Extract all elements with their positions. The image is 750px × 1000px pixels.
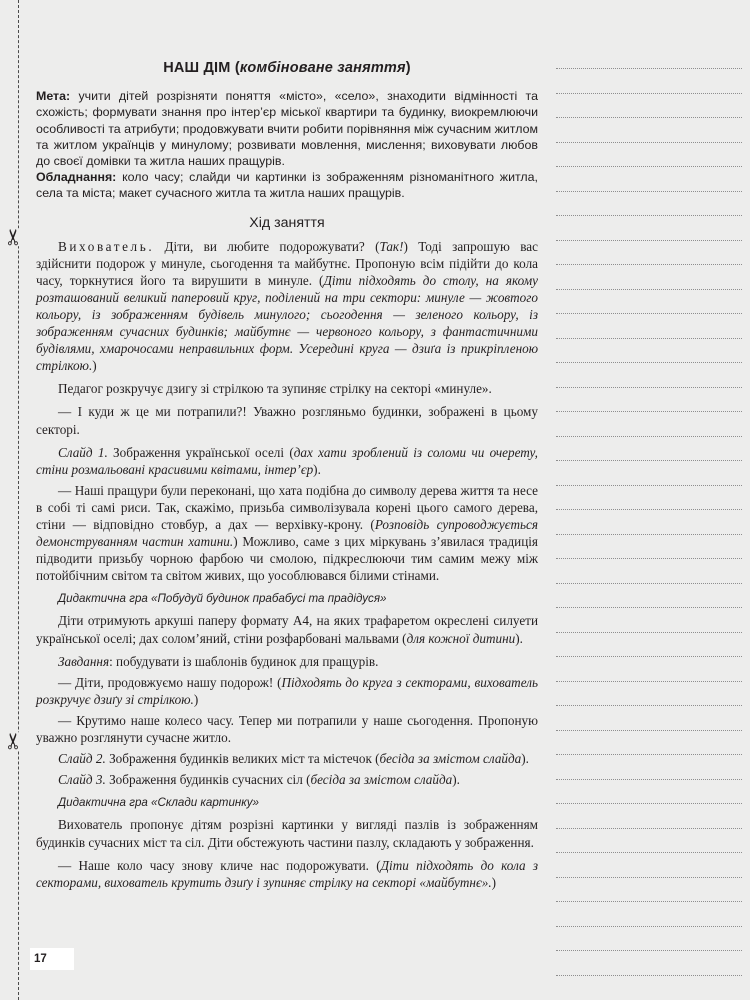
paragraph: — Наше коло часу знову кличе нас подорожувати. (Діти підходять до кола з секторами, вихователь крутить дзиґу і зупиняє стрілку на секторі «майбутнє».)	[36, 857, 538, 890]
goal-paragraph: Мета: учити дітей розрізняти поняття «місто», «село», знаходити відмінності та схожість; формувати знання про інтер’єр міської квартири та будинку, виокремлюючи особливості та атрибути; продовжувати вчити робити порівняння між сучасним житлом та житлом українців у минулому; розвивати мовлення, мислення; виховувати любов до своєї домівки та житла наших пращурів.	[36, 89, 538, 168]
note-line	[556, 975, 742, 976]
note-line	[556, 485, 742, 486]
note-line	[556, 460, 742, 461]
note-line	[556, 852, 742, 853]
note-line	[556, 215, 742, 216]
section-title: Хід заняття	[249, 214, 325, 231]
note-line	[556, 387, 742, 388]
note-line	[556, 730, 742, 731]
note-line	[556, 754, 742, 755]
paragraph: — Діти, продовжуємо нашу подорож! (Підходять до круга з секторами, вихователь розкручує дзиґу зі стрілкою.)	[36, 674, 538, 707]
note-line	[556, 681, 742, 682]
note-line	[556, 117, 742, 118]
paragraph: — І куди ж це ми потрапили?! Уважно розгляньмо будинки, зображені в цьому секторі.	[36, 404, 538, 437]
note-line	[556, 142, 742, 143]
note-line	[556, 411, 742, 412]
note-line	[556, 313, 742, 314]
note-line	[556, 436, 742, 437]
page-number: 17	[30, 948, 74, 970]
note-line	[556, 93, 742, 94]
paragraph: — Крутимо наше колесо часу. Тепер ми потрапили у наше сьогодення. Пропоную уважно розглянути сучасне житло.	[36, 712, 538, 746]
paragraph: Вихователь пропонує дітям розрізні картинки у вигляді пазлів із зображенням будинків сучасних міст та сіл. Діти обстежують частини пазлу, складають у зображення.	[36, 817, 538, 850]
equipment-paragraph: Обладнання: коло часу; слайди чи картинки із зображенням різноманітного житла, села та міста; макет сучасного житла та житла наших пращурів.	[36, 170, 538, 201]
paragraph: Слайд 1. Зображення української оселі (дах хати зроблений із соломи чи очерету, стіни розмальовані красивими квітами, інтер’єр).	[36, 444, 538, 477]
note-line	[556, 240, 742, 241]
note-line	[556, 877, 742, 878]
note-line	[556, 289, 742, 290]
cut-line	[18, 0, 19, 1000]
note-line	[556, 705, 742, 706]
note-line	[556, 264, 742, 265]
paragraph: Слайд 2. Зображення будинків великих міст та містечок (бесіда за змістом слайда).	[58, 751, 529, 767]
paragraph: Слайд 3. Зображення будинків сучасних сіл (бесіда за змістом слайда).	[58, 772, 460, 788]
note-line	[556, 558, 742, 559]
note-line	[556, 632, 742, 633]
paragraph: Педагог розкручує дзигу зі стрілкою та зупиняє стрілку на секторі «минуле».	[58, 381, 492, 397]
note-line	[556, 656, 742, 657]
note-line	[556, 950, 742, 951]
note-line	[556, 338, 742, 339]
note-line	[556, 68, 742, 69]
note-line	[556, 191, 742, 192]
note-line	[556, 583, 742, 584]
scissors-icon: ✂	[2, 227, 28, 247]
note-line	[556, 534, 742, 535]
note-line	[556, 803, 742, 804]
lesson-body	[36, 238, 538, 891]
note-line	[556, 926, 742, 927]
note-line	[556, 166, 742, 167]
lesson-goals	[36, 88, 538, 201]
main-text	[36, 60, 538, 895]
note-lines	[556, 0, 742, 1000]
note-line	[556, 779, 742, 780]
paragraph: Завдання: побудувати із шаблонів будинок для пращурів.	[58, 653, 379, 669]
didactic-game-title: Дидактична гра «Побудуй будинок прабабусі та прадідуся»	[58, 592, 387, 606]
paragraph: Діти отримують аркуші паперу формату А4, на яких трафаретом окреслені силуети української оселі; дах солом’яний, стіни розфарбовані мальвами (для кожної дитини).	[36, 613, 538, 646]
note-line	[556, 509, 742, 510]
didactic-game-title: Дидактична гра «Склади картинку»	[58, 796, 259, 810]
note-line	[556, 362, 742, 363]
note-line	[556, 901, 742, 902]
lesson-title: НАШ ДІМ (комбіноване заняття)	[163, 60, 411, 76]
scissors-icon: ✂	[2, 731, 28, 751]
paragraph: — Наші пращури були переконані, що хата подібна до символу дерева життя та несе в собі ті самі риси. Так, скажімо, призьба символізувала корені цього самого дерева, стіни — відповідно стовбур, а дах — верхівку-крону. (Розповідь супроводжується демонструванням частин хатини.) Можливо, саме з цих міркувань з’явилася традиція підводити призьбу чорною фарбою чи смолою, підкреслюючи тим самим межу між потойбічним світом та світом живих, що уособлювався білими стінами.	[36, 482, 538, 584]
note-line	[556, 607, 742, 608]
note-line	[556, 828, 742, 829]
paragraph: Вихователь. Діти, ви любите подорожувати? (Так!) Тоді запрошую вас здійснити подорож у минуле, сьогодення та майбутнє. Пропоную всім підійти до кола часу, торкнутися його та вирушити в минуле. (Діти підходять до столу, на якому розташований великий паперовий круг, поділений на три сектори: минуле — жовтого кольору, із зображенням будівель минулого; сьогодення — зеленого кольору, із зображенням сучасних будинків; майбутнє — червоного кольору, з фантастичними будівлями, хмарочосами неправильних форм. Усередині круга — дзиґа із прикріпленою стрілкою.)	[36, 238, 538, 374]
